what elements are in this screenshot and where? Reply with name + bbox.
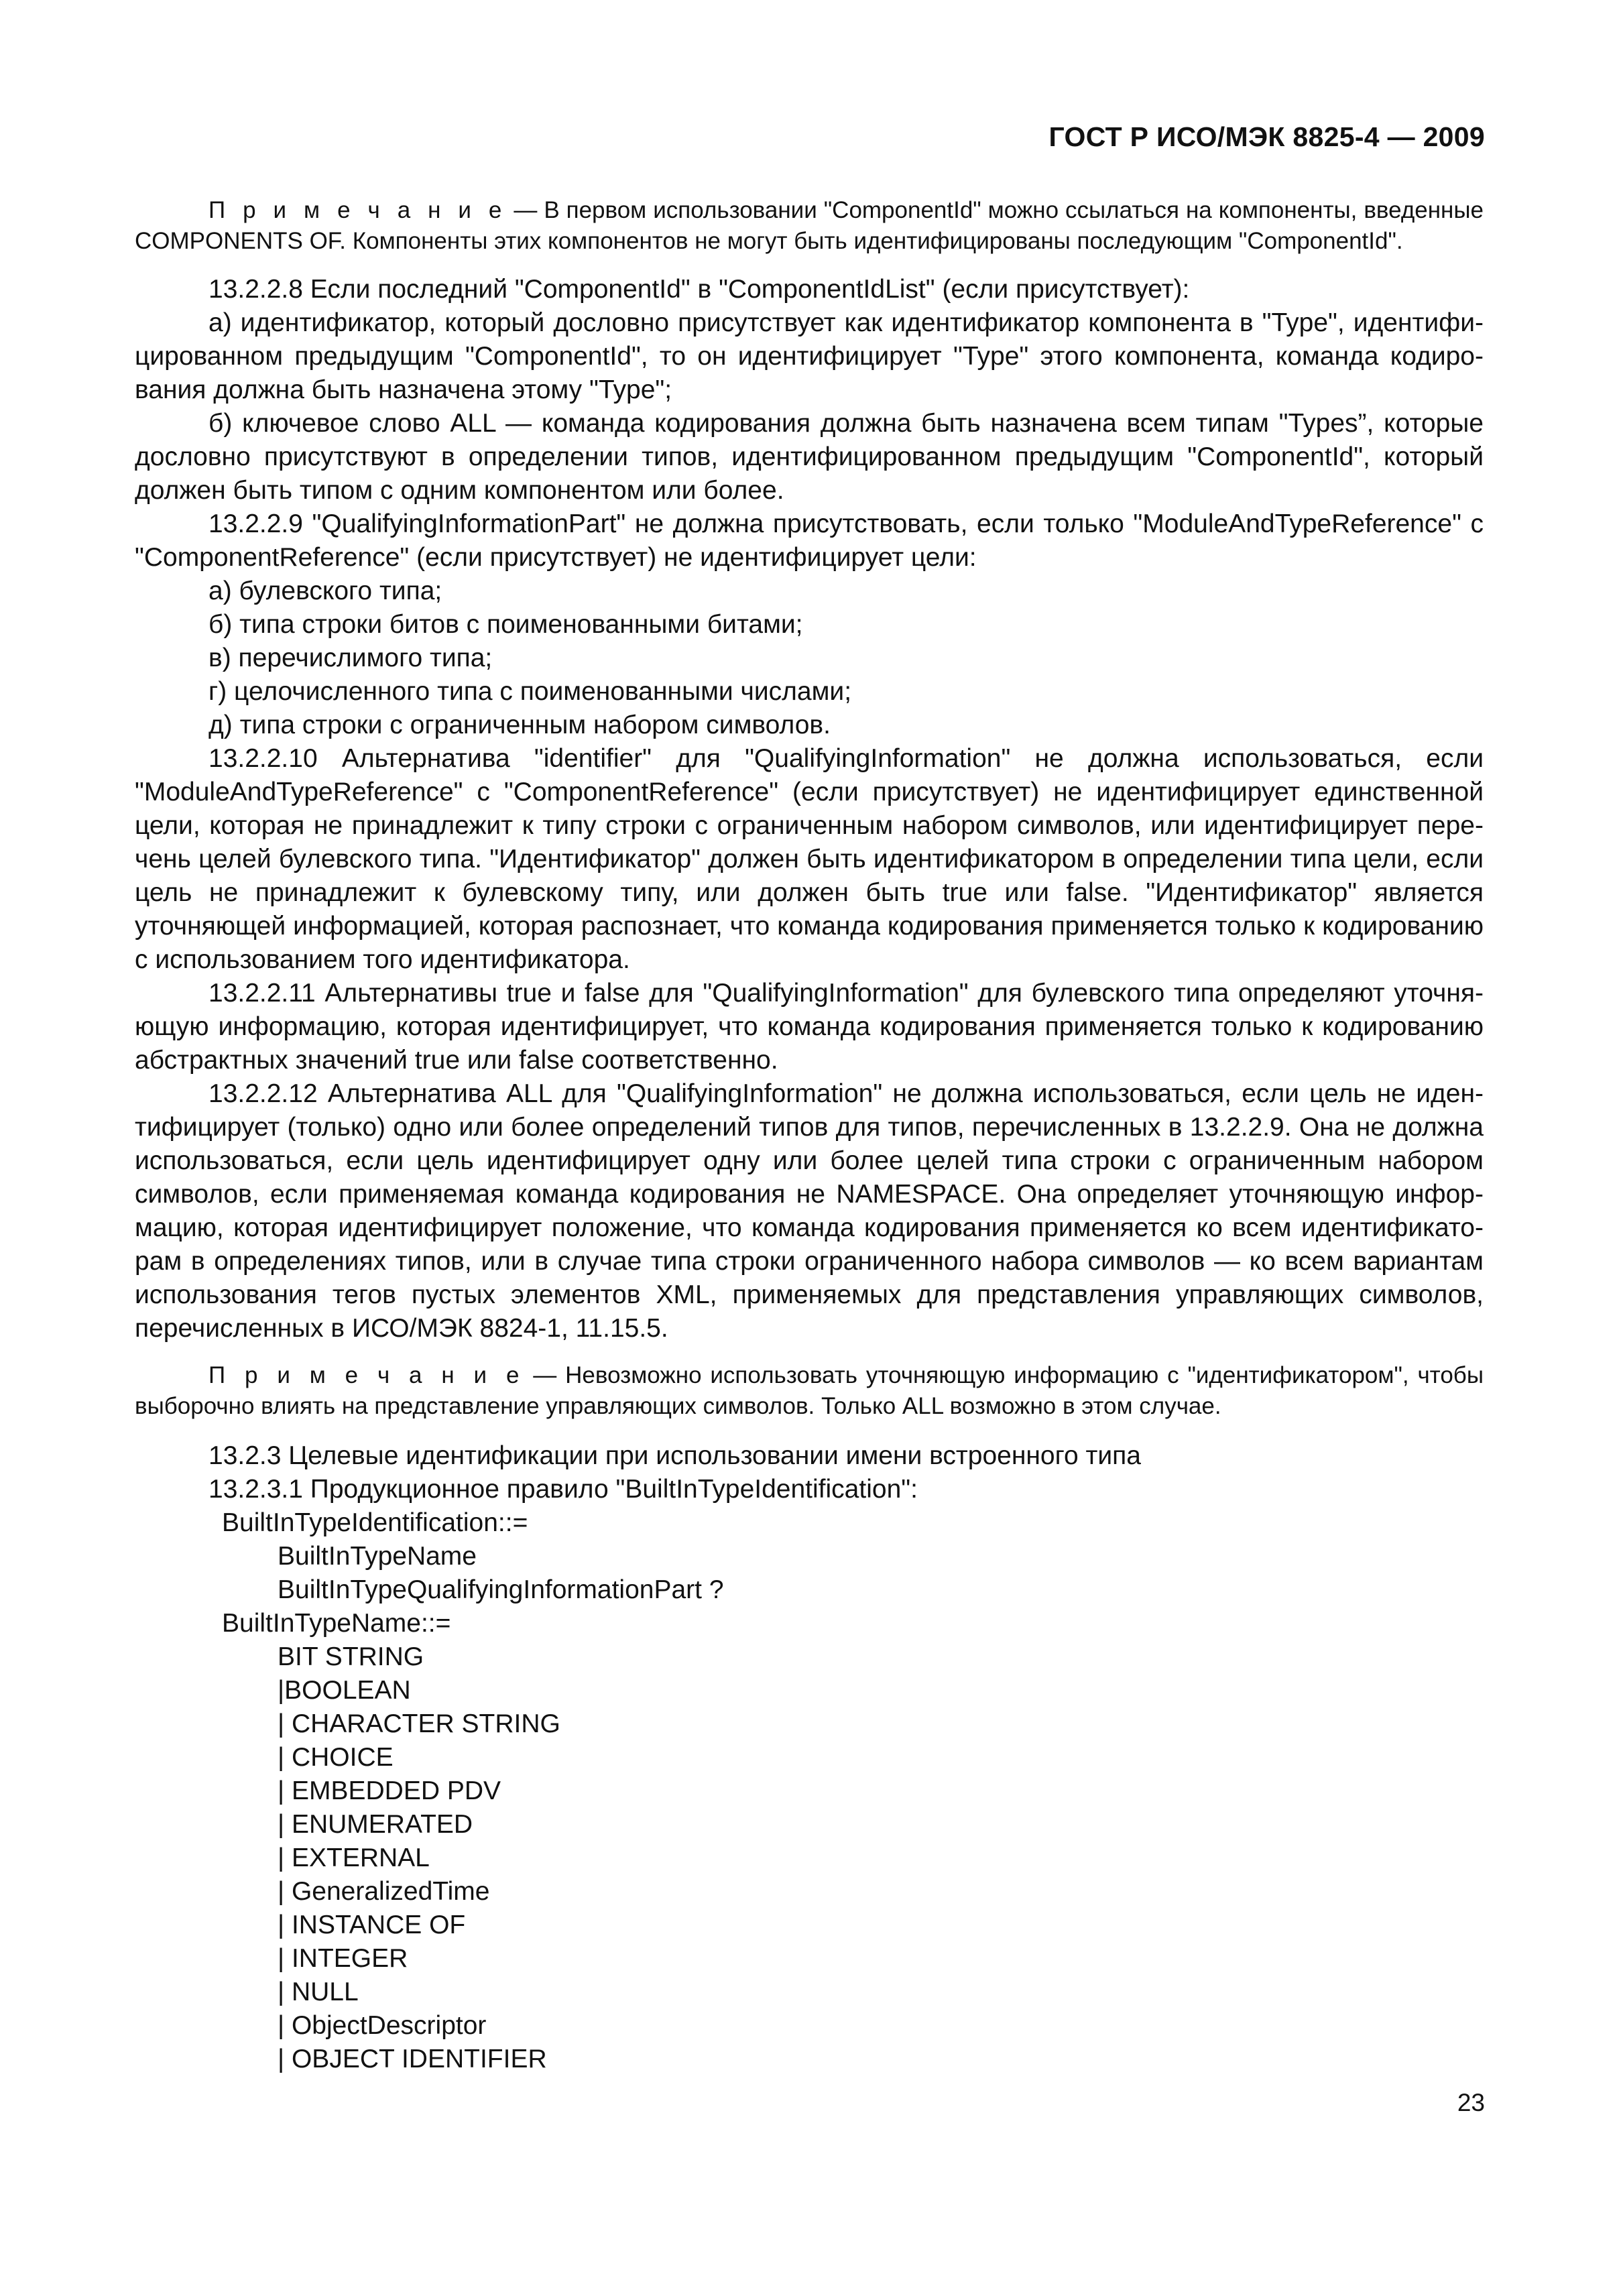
clause-13-2-2-11: 13.2.2.11 Альтернативы true и false для "QualifyingInformation" для булевского типа определяют уточняющую информацию, которая идентифицирует, что команда кодирования применяется только к кодированию абстрактных значений true или false соответственно. [135, 979, 1484, 1075]
grammar-rule-name: BuiltInTypeName::= [222, 1609, 451, 1638]
clause-13-2-2-10: 13.2.2.10 Альтернатива "identifier" для "QualifyingInformation" не должна использоваться, если "ModuleAndTypeReference" с "ComponentReference" (если присутствует) не идентифицирует единственной цели, которая не принадлежит к типу строки с ограниченным набором символов, или идентифицирует перечень целей булевского типа. "Идентификатор" должен быть идентификатором в определении типа цели, если цель не принадлежит к булевскому типу, или должен быть true или false. "Идентификатор" является уточняющей информацией, которая распознает, что команда кодирования применяется только к кодированию с использованием того идентификатора. [135, 744, 1484, 974]
clause-13-2-2-12: 13.2.2.12 Альтернатива ALL для "QualifyingInformation" не должна использоваться, если цель не идентифицирует (только) одно или более определений типов для типов, перечисленных в 13.2.2.9. Она не должна использоваться, если цель идентифицирует одну или более целей типа строки с ограниченным набором символов, если применяемая команда кодирования не NAMESPACE. Она определяет уточняющую информацию, которая идентифицирует положение, что команда кодирования применяется ко всем идентификаторам в определениях типов, или в случае типа строки ограниченного набора символов — ко всем вариантам использования тегов пустых элементов XML, применяемых для представления управляющих символов, перечисленных в ИСО/МЭК 8824-1, 11.15.5. [135, 1079, 1484, 1343]
grammar-line: | ObjectDescriptor [278, 2011, 487, 2040]
list-item: а) булевского типа; [208, 577, 442, 605]
note-text: — Невозможно использовать уточняющую информацию с "идентификатором", чтобы выборочно влиять на представление управляющих символов. Только ALL возможно в этом случае. [135, 1362, 1484, 1419]
grammar-line: BuiltInTypeName [278, 1542, 477, 1571]
grammar-line: | CHARACTER STRING [278, 1709, 560, 1738]
note-second [135, 1360, 1484, 1422]
clause-13-2-3-heading: 13.2.3 Целевые идентификации при использовании имени встроенного типа [208, 1441, 1141, 1470]
list-item: б) типа строки битов с поименованными битами; [208, 610, 803, 639]
grammar-line: | EMBEDDED PDV [278, 1776, 501, 1805]
page-body [135, 195, 1484, 2076]
grammar-line: | INSTANCE OF [278, 1911, 466, 1939]
grammar-line: | EXTERNAL [278, 1844, 430, 1872]
list-item: в) перечислимого типа; [208, 644, 493, 672]
grammar-block [135, 1506, 1484, 2076]
grammar-line: BuiltInTypeQualifyingInformationPart ? [278, 1575, 724, 1604]
grammar-line: BIT STRING [278, 1642, 424, 1671]
list-item: г) целочисленного типа с поименованными числами; [208, 677, 852, 706]
grammar-line: |BOOLEAN [278, 1676, 411, 1705]
note-label: П р и м е ч а н и е [208, 197, 507, 223]
grammar-rule-name: BuiltInTypeIdentification::= [222, 1508, 528, 1537]
page-number: 23 [1457, 2089, 1485, 2116]
clause-13-2-2-8-heading: 13.2.2.8 Если последний "ComponentId" в "ComponentIdList" (если присутствует): [208, 275, 1190, 304]
clause-13-2-3-1: 13.2.3.1 Продукционное правило "BuiltInTypeIdentification": [208, 1475, 918, 1504]
clause-13-2-2-8-item-a: а) идентификатор, который дословно присутствует как идентификатор компонента в "Type", идентифицированном предыдущим "ComponentId", то он идентифицирует "Type" этого компонента, команда кодирования должна быть назначена этому "Type"; [135, 308, 1484, 404]
clause-13-2-2-8-item-b: б) ключевое слово ALL — команда кодирования должна быть назначена всем типам "Types”, которые дословно присутствуют в определении типов, идентифицированном предыдущим "ComponentId", который должен быть типом с одним компонентом или более. [135, 409, 1484, 505]
standard-header: ГОСТ Р ИСО/МЭК 8825-4 — 2009 [1048, 121, 1485, 152]
note-label: П р и м е ч а н и е [208, 1362, 525, 1388]
note-text: — В первом использовании "ComponentId" можно ссылаться на компоненты, введенные COMPONENTS OF. Компоненты этих компонентов не могут быть идентифицированы последующим "ComponentId". [135, 197, 1484, 254]
grammar-line: | OBJECT IDENTIFIER [278, 2045, 547, 2073]
grammar-line: | ENUMERATED [278, 1810, 473, 1839]
grammar-line: | INTEGER [278, 1944, 408, 1973]
grammar-line: | GeneralizedTime [278, 1877, 490, 1906]
note-first [135, 195, 1484, 257]
list-item: д) типа строки с ограниченным набором символов. [208, 711, 831, 739]
clause-13-2-2-9: 13.2.2.9 "QualifyingInformationPart" не должна присутствовать, если только "ModuleAndTypeReference" с "ComponentReference" (если присутствует) не идентифицирует цели: [135, 509, 1484, 572]
grammar-line: | NULL [278, 1978, 359, 2006]
grammar-line: | CHOICE [278, 1743, 394, 1772]
